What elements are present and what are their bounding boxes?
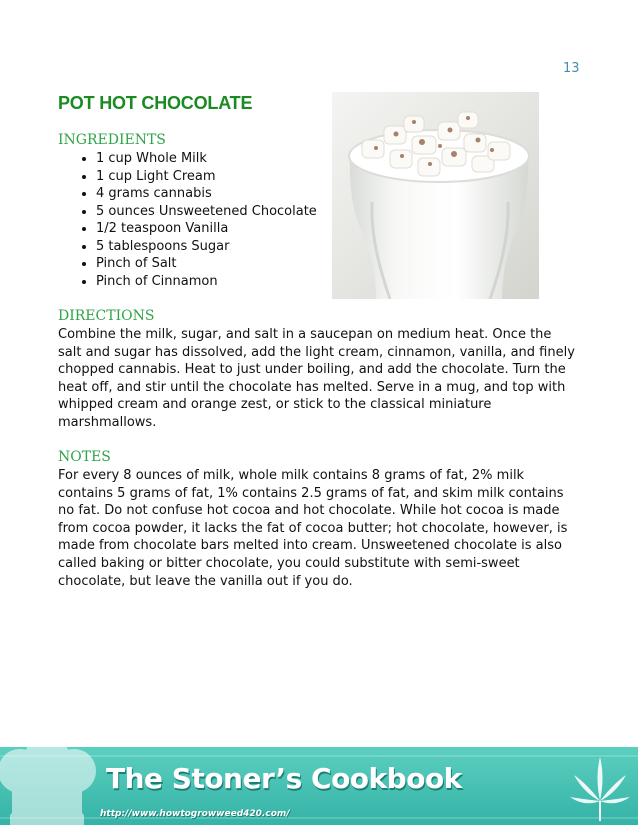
ingredient-item: • 1 cup Light Cream xyxy=(96,168,376,186)
directions-text: Combine the milk, sugar, and salt in a saucepan on medium heat. Once the salt and sugar has dissolved, add the light cream, cinnamon, vanilla, and finely chopped cannabis. Heat to just under boiling, and add the chocolate. Turn the heat off, and stir until the chocolate has melted. Serve in a mug, and top with whipped cream and orange zest, or stick to the classical miniature marshmallows. xyxy=(58,327,575,430)
website-url[interactable]: http://www.howtogrowweed420.com/ xyxy=(100,809,290,819)
brand-title: The Stoner’s Cookbook xyxy=(106,762,462,795)
directions-heading: DIRECTIONS xyxy=(58,308,155,324)
ingredient-item: • 1 cup Whole Milk xyxy=(96,150,376,168)
ingredient-item: • 1/2 teaspoon Vanilla xyxy=(96,220,376,238)
notes-heading: NOTES xyxy=(58,449,111,465)
hot-chocolate-photo xyxy=(332,92,539,299)
ingredient-item: • Pinch of Salt xyxy=(96,255,376,273)
ingredient-item: • 4 grams cannabis xyxy=(96,185,376,203)
ingredient-item: • 5 tablespoons Sugar xyxy=(96,238,376,256)
cannabis-leaf-icon xyxy=(566,753,634,823)
ingredient-item: • 5 ounces Unsweetened Chocolate xyxy=(96,203,376,221)
notes-text: For every 8 ounces of milk, whole milk contains 8 grams of fat, 2% milk contains 5 grams of fat, 1% contains 2.5 grams of fat, and skim milk contains no fat. Do not confuse hot cocoa and hot chocolate. While hot cocoa is made from cocoa powder, it lacks the fat of cocoa butter; hot chocolate, however, is made from chocolate bars melted into cream. Unsweetened chocolate is also called baking or bitter chocolate, you could substitute with semi-sweet chocolate, but leave the vanilla out if you do. xyxy=(58,468,568,589)
recipe-title: POT HOT CHOCOLATE xyxy=(58,93,253,113)
ingredients-list xyxy=(58,150,376,290)
footer-banner xyxy=(0,747,638,825)
chef-hat-icon xyxy=(0,747,102,825)
page-number: 13 xyxy=(563,61,580,76)
hot-chocolate-illustration xyxy=(332,92,539,299)
ingredient-item: • Pinch of Cinnamon xyxy=(96,273,376,291)
ingredients-heading: INGREDIENTS xyxy=(58,132,166,148)
